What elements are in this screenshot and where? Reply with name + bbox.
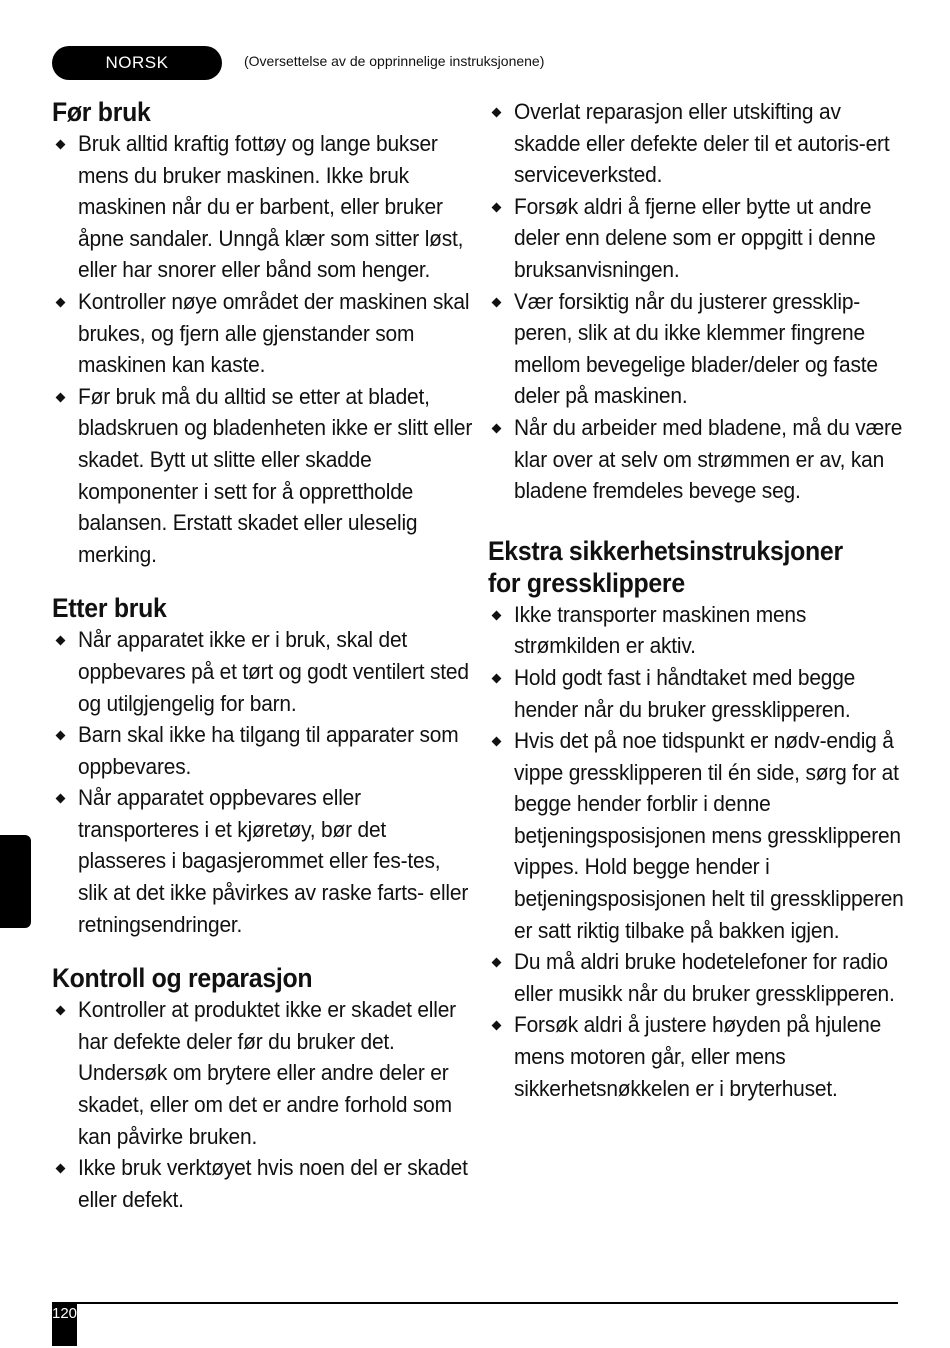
diamond-bullet-icon	[492, 1021, 502, 1031]
section-heading-inspection-repair: Kontroll og reparasjon	[52, 963, 313, 994]
left-column	[52, 96, 472, 1215]
diamond-bullet-icon	[492, 610, 502, 620]
extra-safety-list	[488, 599, 908, 1105]
list-item: Når apparatet oppbevares eller transporteres i et kjøretøy, bør det plasseres i bagasjerommet eller fes-tes, slik at det ikke påvirkes av raske farts- eller retningsendringer.	[52, 782, 472, 940]
list-item: Kontroller at produktet ikke er skadet eller har defekte deler før du bruker det. Undersøk om brytere eller andre deler er skadet, eller om det er andre forhold som kan påvirke bruken.	[52, 994, 472, 1152]
diamond-bullet-icon	[492, 202, 502, 212]
diamond-bullet-icon	[56, 298, 66, 308]
section-heading-extra-safety-line2: for gressklippere	[488, 567, 685, 598]
diamond-bullet-icon	[492, 737, 502, 747]
right-column	[488, 96, 908, 1104]
diamond-bullet-icon	[56, 140, 66, 150]
before-use-list	[52, 128, 472, 570]
diamond-bullet-icon	[56, 636, 66, 646]
list-item: Kontroller nøye området der maskinen skal brukes, og fjern alle gjenstander som maskinen kan kaste.	[52, 286, 472, 381]
diamond-bullet-icon	[492, 423, 502, 433]
diamond-bullet-icon	[56, 1164, 66, 1174]
inspection-repair-list	[52, 994, 472, 1215]
diamond-bullet-icon	[56, 731, 66, 741]
page-number: 120	[52, 1302, 77, 1346]
footer-rule	[52, 1302, 898, 1304]
diamond-bullet-icon	[492, 673, 502, 683]
list-item: Barn skal ikke ha tilgang til apparater som oppbevares.	[52, 719, 472, 782]
diamond-bullet-icon	[492, 108, 502, 118]
diamond-bullet-icon	[492, 297, 502, 307]
language-badge: NORSK	[52, 46, 222, 80]
list-item: Overlat reparasjon eller utskifting av skadde eller defekte deler til et autoris-ert serviceverksted.	[488, 96, 908, 191]
after-use-list	[52, 624, 472, 940]
list-item: Forsøk aldri å fjerne eller bytte ut andre deler enn delene som er oppgitt i denne bruksanvisningen.	[488, 191, 908, 286]
list-item: Når du arbeider med bladene, må du være klar over at selv om strømmen er av, kan bladene fremdeles bevege seg.	[488, 412, 908, 507]
list-item: Ikke bruk verktøyet hvis noen del er skadet eller defekt.	[52, 1152, 472, 1215]
section-heading-extra-safety: Ekstra sikkerhetsinstruksjoner	[488, 535, 843, 566]
list-item: Bruk alltid kraftig fottøy og lange bukser mens du bruker maskinen. Ikke bruk maskinen når du er barbent, eller bruker åpne sandaler. Unngå klær som sitter løst, eller har snorer eller bånd som henger.	[52, 128, 472, 286]
list-item: Før bruk må du alltid se etter at bladet, bladskruen og bladenheten ikke er slitt eller skadet. Bytt ut slitte eller skadde komponenter i sett for å opprettholde balansen. Erstatt skadet eller uleselig merking.	[52, 381, 472, 571]
diamond-bullet-icon	[56, 392, 66, 402]
list-item: Hvis det på noe tidspunkt er nødv-endig å vippe gressklipperen til én side, sørg for at begge hender forblir i denne betjeningsposisjonen mens gressklipperen vippes. Hold begge hender i betjeningsposisjonen helt til gressklipperen er satt riktig tilbake på bakken igjen.	[488, 725, 908, 946]
list-item: Du må aldri bruke hodetelefoner for radio eller musikk når du bruker gressklipperen.	[488, 946, 908, 1009]
list-item: Ikke transporter maskinen mens strømkilden er aktiv.	[488, 599, 908, 662]
repair-continued-list	[488, 96, 908, 507]
section-heading-after-use: Etter bruk	[52, 593, 167, 624]
section-heading-before-use: Før bruk	[52, 97, 151, 127]
diamond-bullet-icon	[56, 1006, 66, 1016]
translation-note: (Oversettelse av de opprinnelige instruksjonene)	[244, 53, 545, 69]
section-thumb-tab	[0, 835, 31, 928]
list-item: Vær forsiktig når du justerer gressklip-peren, slik at du ikke klemmer fingrene mellom bevegelige blader/deler og faste deler på maskinen.	[488, 286, 908, 412]
list-item: Når apparatet ikke er i bruk, skal det oppbevares på et tørt og godt ventilert sted og utilgjengelig for barn.	[52, 624, 472, 719]
diamond-bullet-icon	[492, 958, 502, 968]
list-item: Forsøk aldri å justere høyden på hjulene mens motoren går, eller mens sikkerhetsnøkkelen er i bryterhuset.	[488, 1009, 908, 1104]
list-item: Hold godt fast i håndtaket med begge hender når du bruker gressklipperen.	[488, 662, 908, 725]
diamond-bullet-icon	[56, 794, 66, 804]
